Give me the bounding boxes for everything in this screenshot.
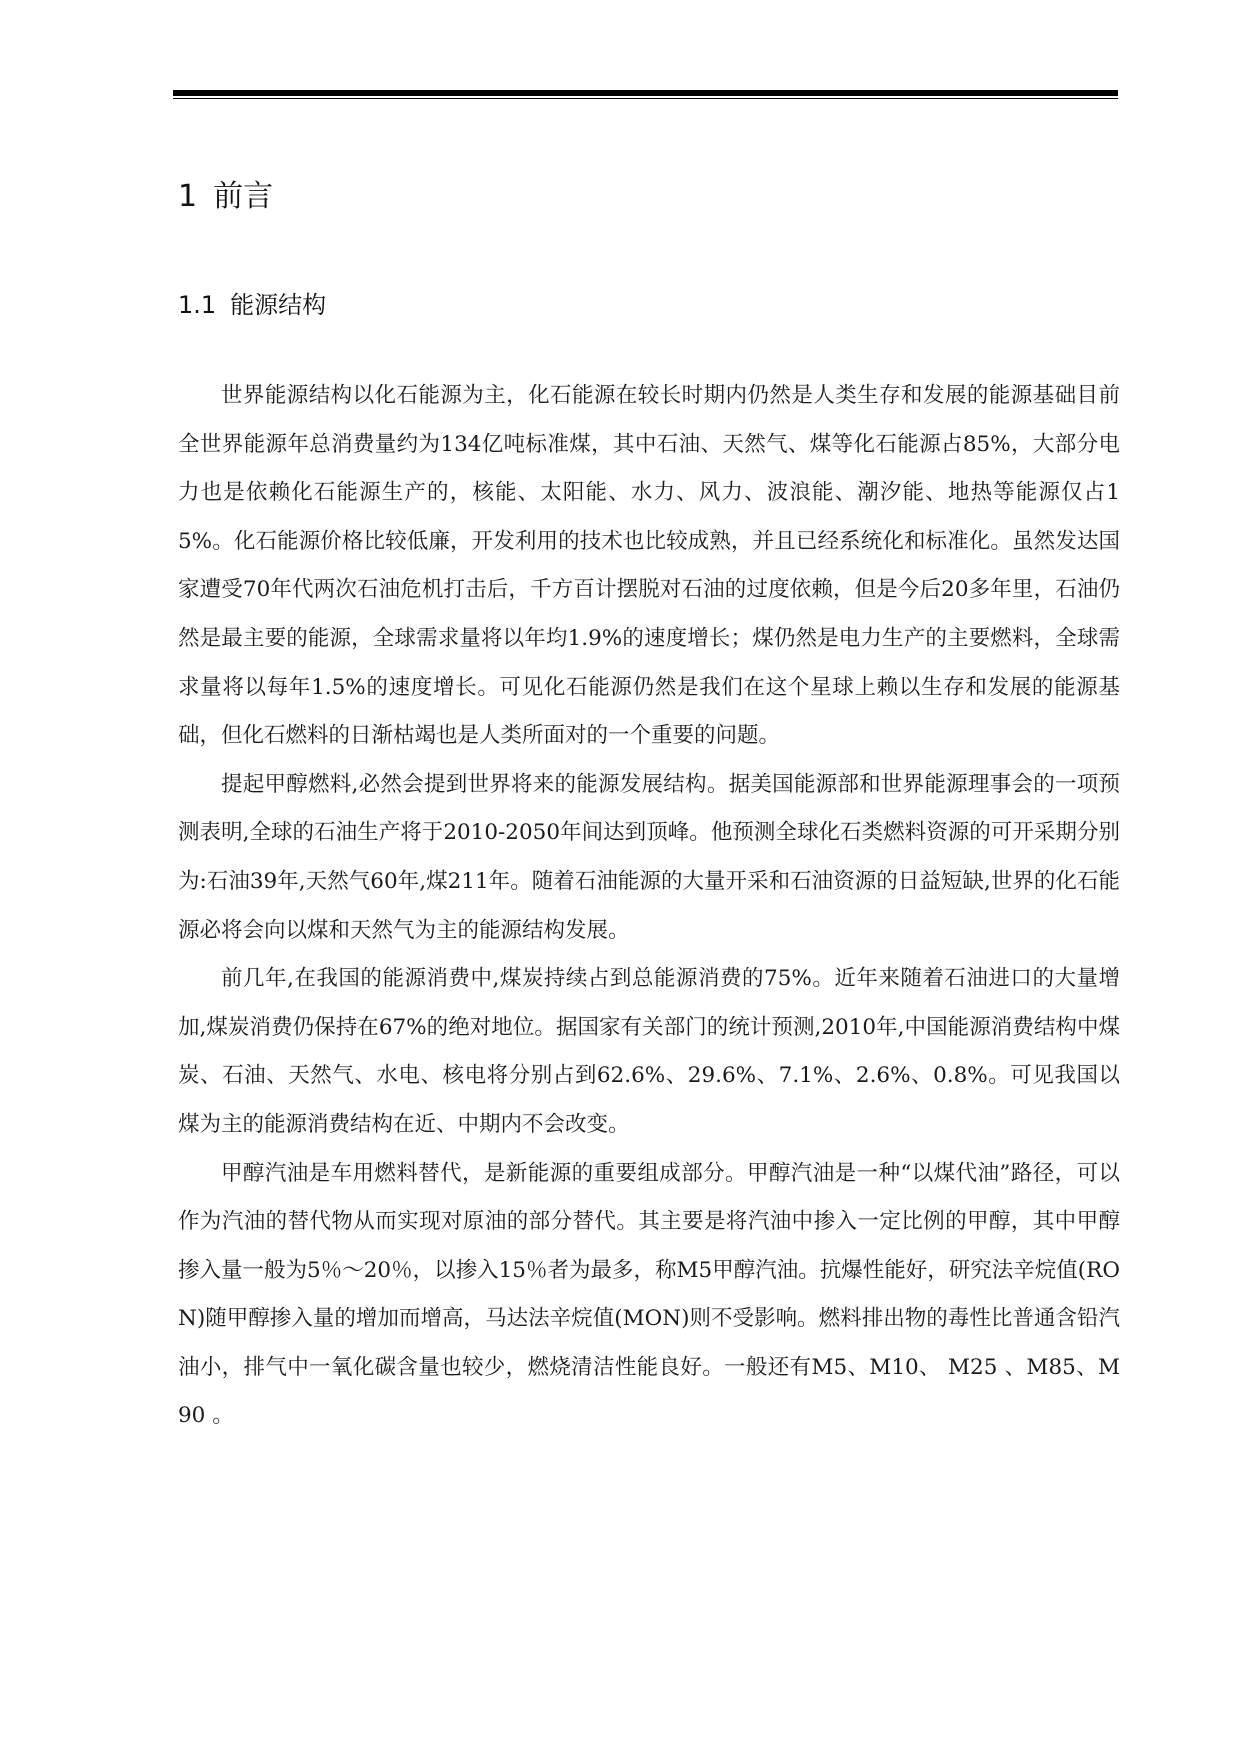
chapter-number: 1 (178, 179, 198, 214)
body-text (178, 372, 1120, 1441)
chapter-title: 前言 (213, 179, 274, 214)
section-title: 能源结构 (230, 291, 327, 319)
section-number: 1.1 (178, 291, 217, 319)
paragraph-energy-structure: 世界能源结构以化石能源为主，化石能源在较长时期内仍然是人类生存和发展的能源基础目前全世界能源年总消费量约为134亿吨标准煤，其中石油、天然气、煤等化石能源占85%，大部分电力也是依赖化石能源生产的，核能、太阳能、水力、风力、波浪能、潮汐能、地热等能源仅占15%。化石能源价格比较低廉，开发利用的技术也比较成熟，并且已经系统化和标准化。虽然发达国家遭受70年代两次石油危机打击后，千方百计摆脱对石油的过度依赖，但是今后20多年里，石油仍然是最主要的能源，全球需求量将以年均1.9%的速度增长；煤仍然是电力生产的主要燃料，全球需求量将以每年1.5%的速度增长。可见化石能源仍然是我们在这个星球上赖以生存和发展的能源基础，但化石燃料的日渐枯竭也是人类所面对的一个重要的问题。 (178, 383, 1120, 749)
paragraph-methanol-gasoline: 甲醇汽油是车用燃料替代，是新能源的重要组成部分。甲醇汽油是一种“以煤代油”路径，可以作为汽油的替代物从而实现对原油的部分替代。其主要是将汽油中掺入一定比例的甲醇，其中甲醇掺入量一般为5％～20％，以掺入15％者为最多，称M5甲醇汽油。抗爆性能好，研究法辛烷值(RON)随甲醇掺入量的增加而增高，马达法辛烷值(MON)则不受影响。燃料排出物的毒性比普通含铅汽油小，排气中一氧化碳含量也较少，燃烧清洁性能良好。一般还有M5、M10、 M25 、M85、M90 。 (178, 1160, 1120, 1429)
chapter-heading (178, 177, 273, 217)
header-rule (173, 90, 1118, 96)
paragraph-methanol-fuel: 提起甲醇燃料,必然会提到世界将来的能源发展结构。据美国能源部和世界能源理事会的一项预测表明,全球的石油生产将于2010-2050年间达到顶峰。他预测全球化石类燃料资源的可开采期分别为:石油39年,天然气60年,煤211年。随着石油能源的大量开采和石油资源的日益短缺,世界的化石能源必将会向以煤和天然气为主的能源结构发展。 (178, 771, 1120, 943)
section-heading (178, 288, 326, 322)
paragraph-china-consumption: 前几年,在我国的能源消费中,煤炭持续占到总能源消费的75%。近年来随着石油进口的大量增加,煤炭消费仍保持在67%的绝对地位。据国家有关部门的统计预测,2010年,中国能源消费结构中煤炭、石油、天然气、水电、核电将分别占到62.6%、29.6%、7.1%、2.6%、0.8%。可见我国以煤为主的能源消费结构在近、中期内不会改变。 (178, 966, 1120, 1137)
header-rule-thin (173, 98, 1118, 99)
